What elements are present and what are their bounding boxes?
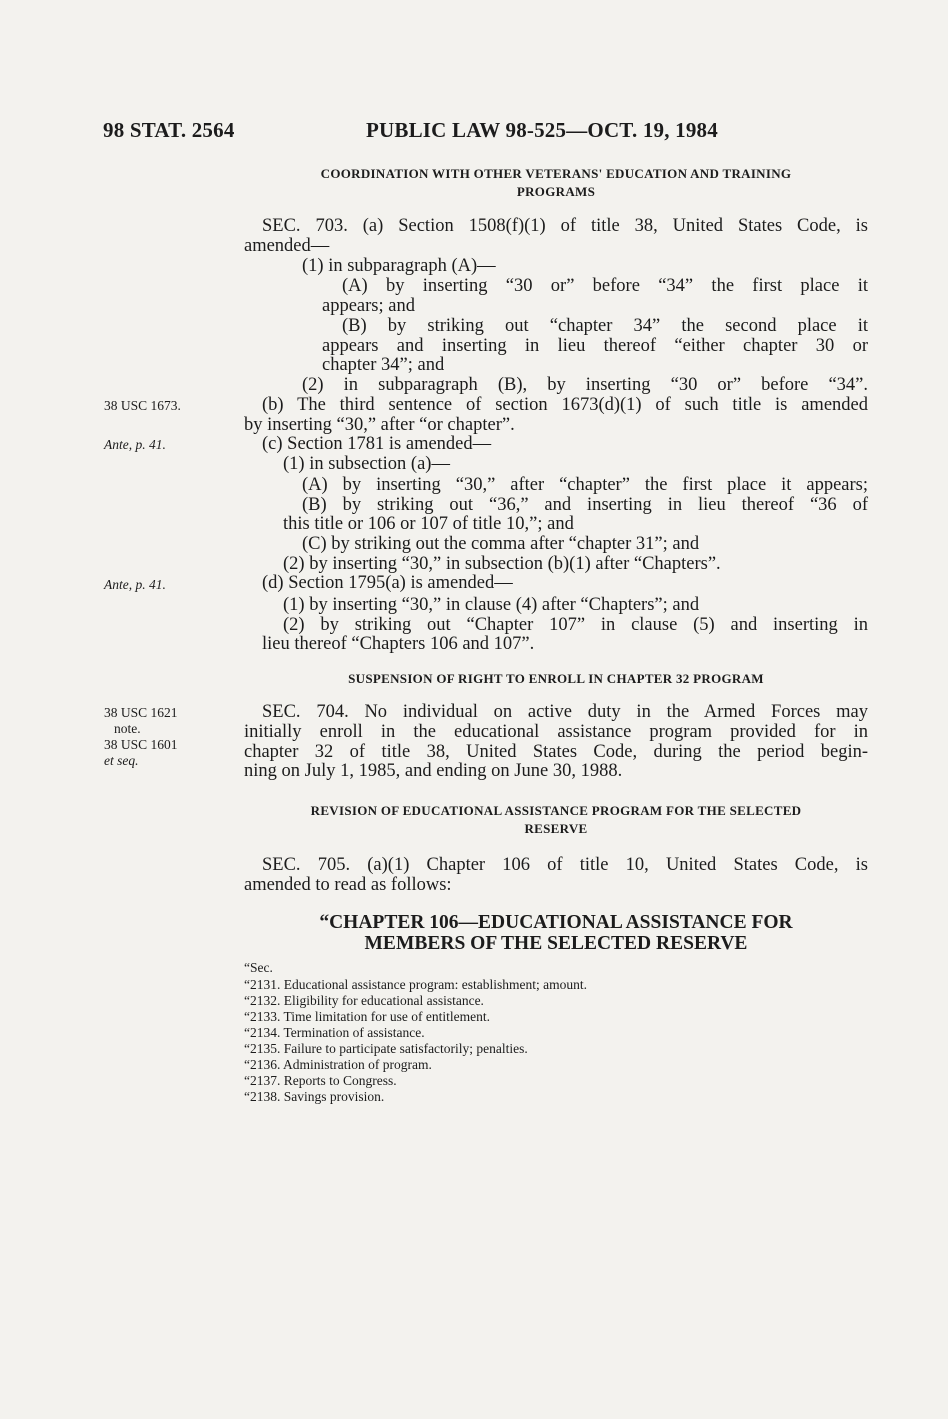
margin-note: 38 USC 1673. <box>104 398 181 413</box>
text-line: ning on July 1, 1985, and ending on June 30, 1988. <box>244 761 623 781</box>
text-line: (d) Section 1795(a) is amended— <box>262 573 513 593</box>
text-line: (1) by inserting “30,” in clause (4) after “Chapters”; and <box>283 595 700 615</box>
text-line: chapter 34”; and <box>322 355 445 375</box>
text-line: amended— <box>244 236 330 256</box>
section-heading: RESERVE <box>524 821 588 836</box>
text-line: appears and inserting in lieu thereof “either chapter 30 or <box>322 336 868 356</box>
section-heading: SUSPENSION OF RIGHT TO ENROLL IN CHAPTER 32 PROGRAM <box>348 671 764 686</box>
toc-entry: “2132. Eligibility for educational assistance. <box>244 993 484 1008</box>
section-heading: REVISION OF EDUCATIONAL ASSISTANCE PROGRAM FOR THE SELECTED <box>310 803 802 818</box>
text-line: (1) in subsection (a)— <box>283 454 450 474</box>
page-stat-number: 98 STAT. 2564 <box>103 118 235 142</box>
section-heading: PROGRAMS <box>516 184 596 199</box>
chapter-title: MEMBERS OF THE SELECTED RESERVE <box>364 933 748 954</box>
toc-entry: “2133. Time limitation for use of entitlement. <box>244 1009 490 1024</box>
section-heading: COORDINATION WITH OTHER VETERANS' EDUCATION AND TRAINING <box>320 166 792 181</box>
margin-note: note. <box>114 721 141 736</box>
toc-entry: “2131. Educational assistance program: establishment; amount. <box>244 977 588 992</box>
text-line: SEC. 703. (a) Section 1508(f)(1) of title 38, United States Code, is <box>262 216 868 236</box>
margin-note: 38 USC 1601 <box>104 737 178 752</box>
text-line: SEC. 704. No individual on active duty in the Armed Forces may <box>262 702 868 722</box>
text-line: (b) The third sentence of section 1673(d)(1) of such title is amended <box>262 395 868 415</box>
margin-note: 38 USC 1621 <box>104 705 178 720</box>
toc-entry: “2134. Termination of assistance. <box>244 1025 425 1040</box>
margin-note: Ante, p. 41. <box>104 577 166 592</box>
text-line: (2) by striking out “Chapter 107” in clause (5) and inserting in <box>283 615 868 635</box>
text-line: SEC. 705. (a)(1) Chapter 106 of title 10, United States Code, is <box>262 855 868 875</box>
text-line: (2) by inserting “30,” in subsection (b)(1) after “Chapters”. <box>283 554 721 574</box>
margin-note: Ante, p. 41. <box>104 437 166 452</box>
text-line: appears; and <box>322 296 415 316</box>
text-line: (2) in subparagraph (B), by inserting “30 or” before “34”. <box>302 375 868 395</box>
text-line: (A) by inserting “30,” after “chapter” the first place it appears; <box>302 475 868 495</box>
text-line: initially enroll in the educational assistance program provided for in <box>244 722 868 742</box>
page-header-title: PUBLIC LAW 98-525—OCT. 19, 1984 <box>366 118 718 142</box>
chapter-title: “CHAPTER 106—EDUCATIONAL ASSISTANCE FOR <box>319 912 793 933</box>
margin-note: et seq. <box>104 753 139 768</box>
text-line: lieu thereof “Chapters 106 and 107”. <box>262 634 535 654</box>
toc-entry: “2135. Failure to participate satisfactorily; penalties. <box>244 1041 528 1056</box>
text-line: amended to read as follows: <box>244 875 452 895</box>
text-line: chapter 32 of title 38, United States Code, during the period begin- <box>244 742 868 762</box>
toc-entry: “2138. Savings provision. <box>244 1089 385 1104</box>
text-line: (B) by striking out “36,” and inserting in lieu thereof “36 of <box>302 495 868 515</box>
text-line: by inserting “30,” after “or chapter”. <box>244 415 515 435</box>
toc-entry: “2137. Reports to Congress. <box>244 1073 397 1088</box>
text-line: (C) by striking out the comma after “chapter 31”; and <box>302 534 700 554</box>
text-line: (B) by striking out “chapter 34” the second place it <box>342 316 868 336</box>
text-line: this title or 106 or 107 of title 10,”; and <box>283 514 574 534</box>
toc-label: “Sec. <box>244 960 273 975</box>
text-line: (c) Section 1781 is amended— <box>262 434 492 454</box>
text-line: (A) by inserting “30 or” before “34” the first place it <box>342 276 868 296</box>
text-line: (1) in subparagraph (A)— <box>302 256 496 276</box>
toc-entry: “2136. Administration of program. <box>244 1057 432 1072</box>
